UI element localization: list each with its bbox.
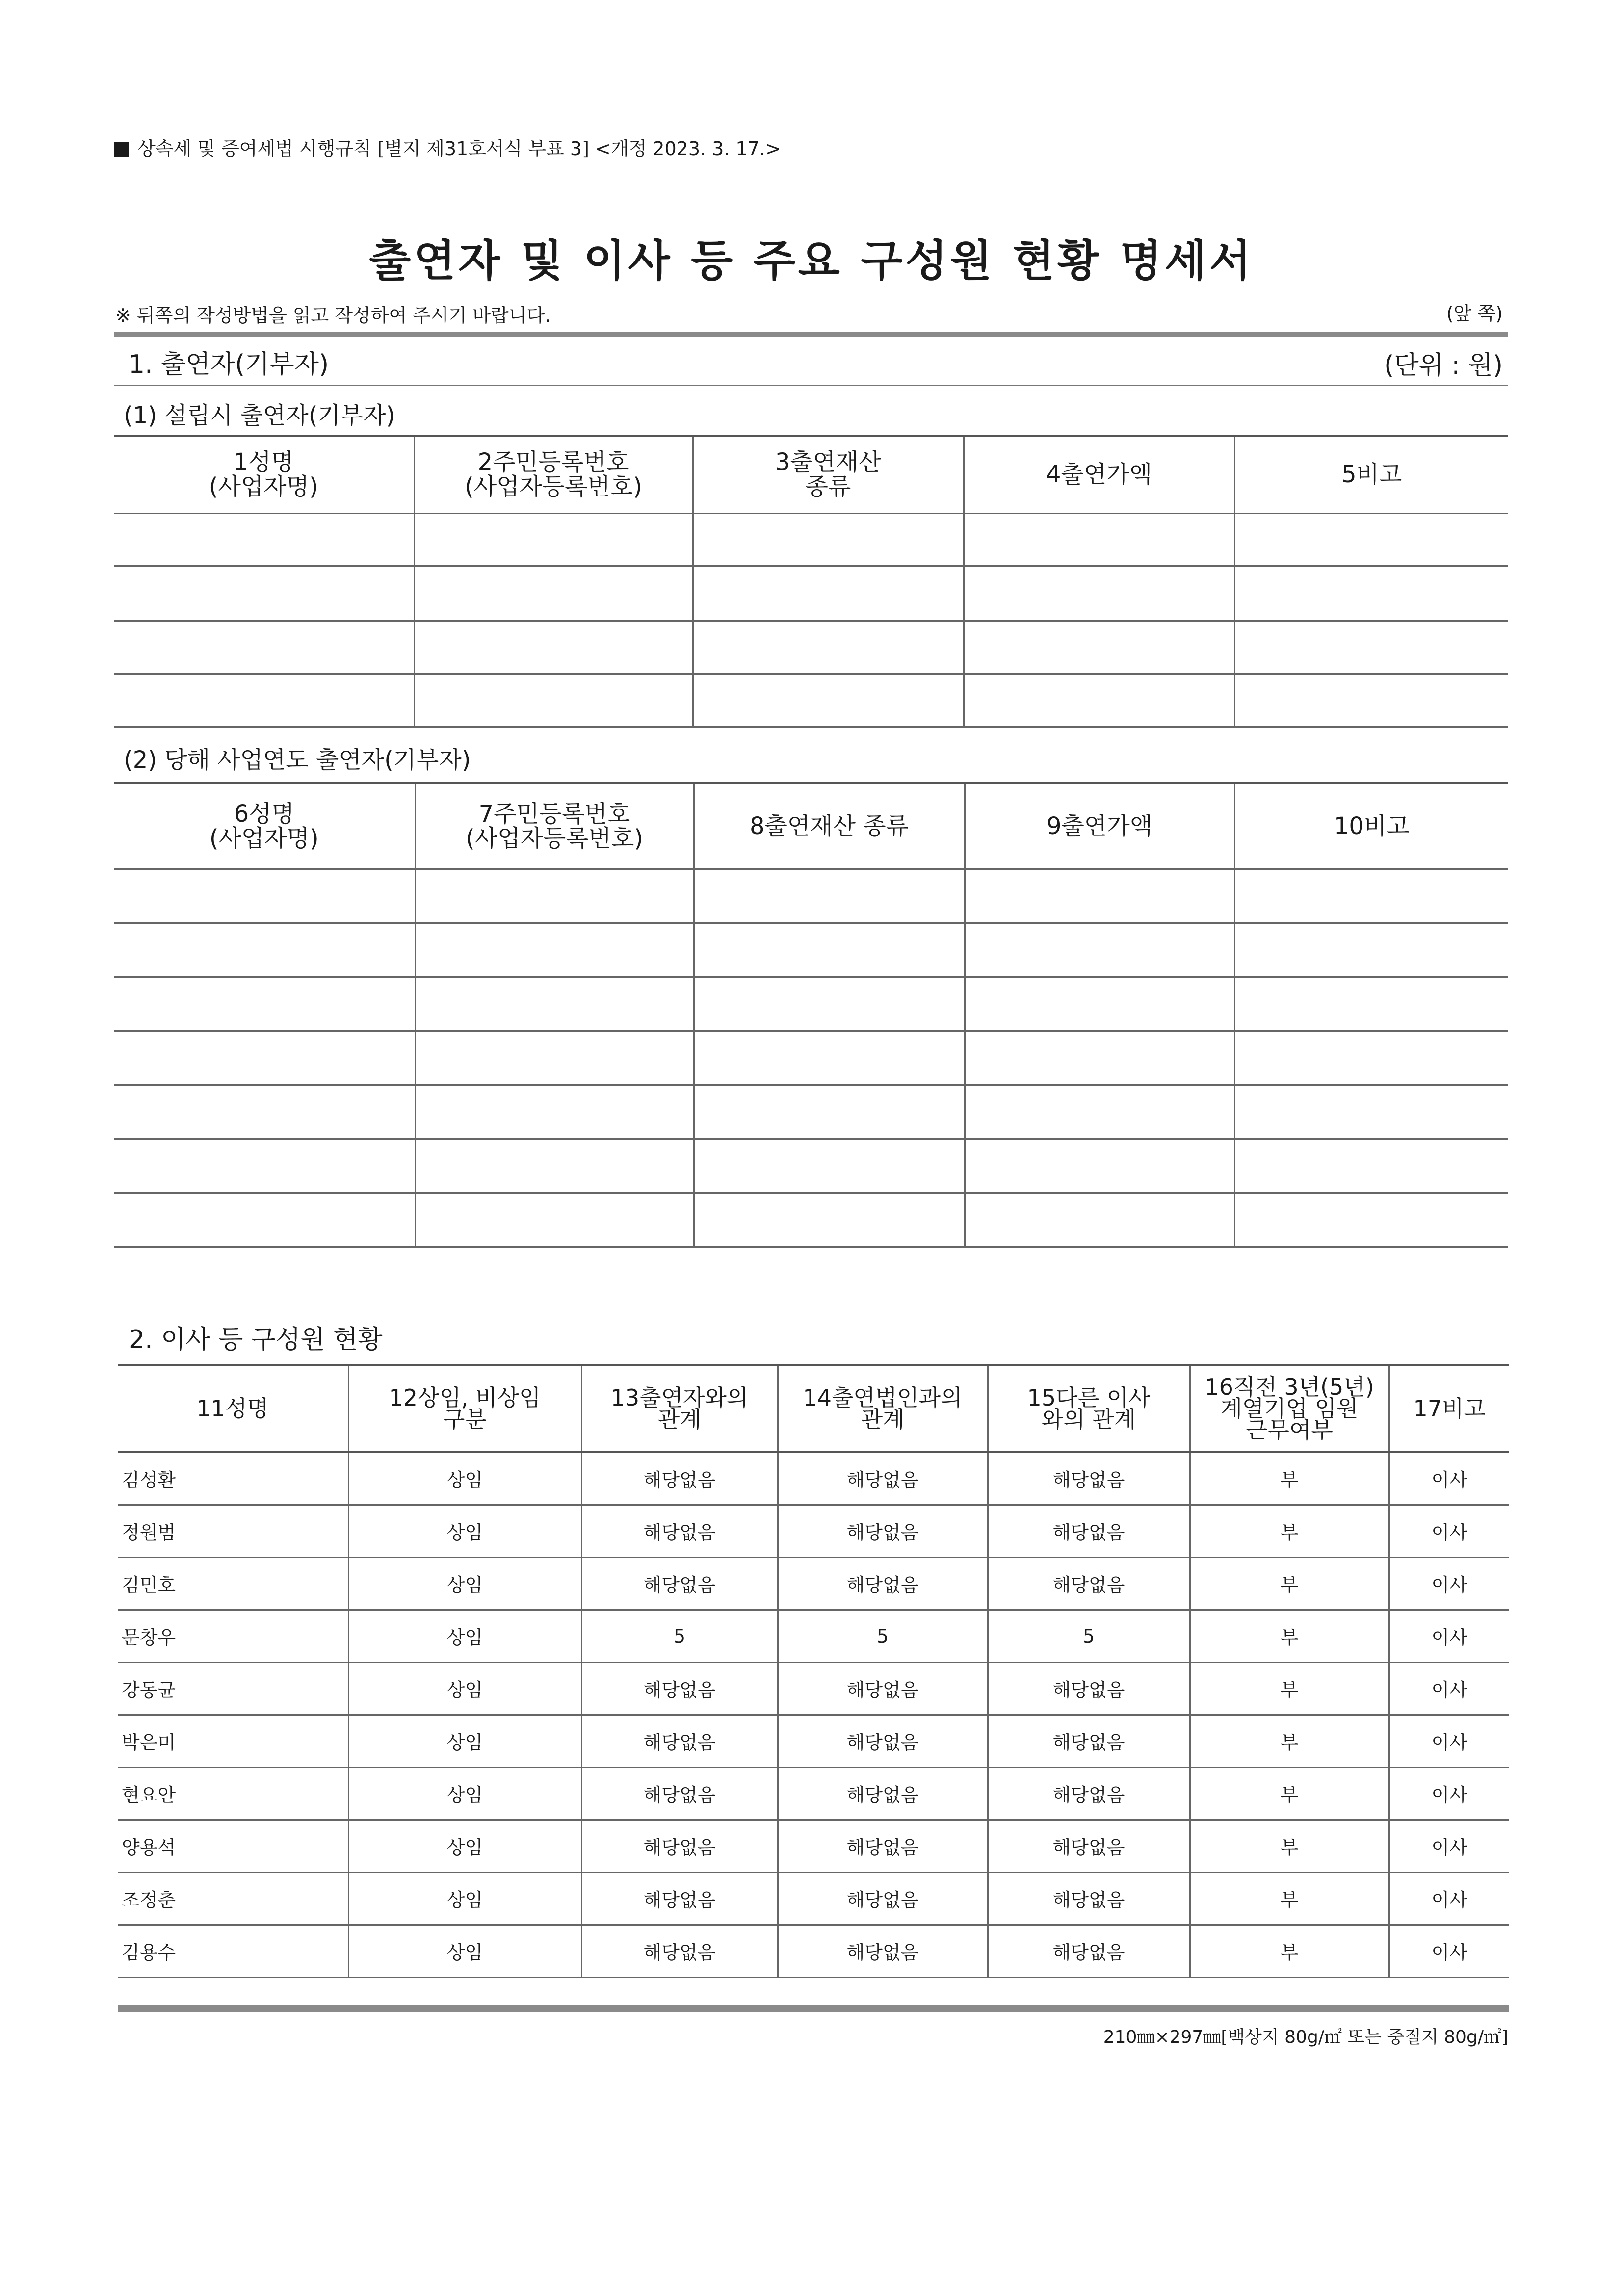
corporation-relation-cell: 해당없음 <box>778 1820 988 1872</box>
current-year-contributors-table <box>114 782 1508 1248</box>
col-id-number-header: 2주민등록번호 (사업자등록번호) <box>414 436 693 513</box>
corporation-relation-cell: 해당없음 <box>778 1662 988 1715</box>
divider-bottom <box>118 2005 1509 2012</box>
col-remarks-header: 17비고 <box>1389 1365 1509 1452</box>
members-table <box>118 1364 1509 1978</box>
col-director-relation-header: 15다른 이사 와의 관계 <box>988 1365 1190 1452</box>
remarks-cell: 이사 <box>1389 1610 1509 1662</box>
member-name-cell: 문창우 <box>118 1610 348 1662</box>
standing-type-cell: 상임 <box>348 1715 581 1767</box>
table-row <box>118 1610 1509 1662</box>
director-relation-cell: 해당없음 <box>988 1505 1190 1557</box>
table-row <box>118 1925 1509 1977</box>
square-bullet-icon <box>114 142 129 157</box>
affiliate-officer-cell: 부 <box>1190 1925 1389 1977</box>
table-row <box>118 1767 1509 1820</box>
table-row <box>114 1139 1508 1193</box>
table-row <box>114 674 1508 727</box>
form-reference <box>114 133 781 160</box>
contributor-relation-cell: 해당없음 <box>581 1662 778 1715</box>
affiliate-officer-cell: 부 <box>1190 1872 1389 1925</box>
table-row <box>118 1557 1509 1610</box>
col-name-header: 11성명 <box>118 1365 348 1452</box>
corporation-relation-cell: 해당없음 <box>778 1452 988 1505</box>
member-name-cell: 김용수 <box>118 1925 348 1977</box>
standing-type-cell: 상임 <box>348 1557 581 1610</box>
contributor-relation-cell: 해당없음 <box>581 1925 778 1977</box>
table-row <box>114 1193 1508 1247</box>
unit-label: (단위 : 원) <box>1384 351 1503 380</box>
contributor-relation-cell: 해당없음 <box>581 1820 778 1872</box>
affiliate-officer-cell: 부 <box>1190 1820 1389 1872</box>
table-row <box>114 513 1508 566</box>
affiliate-officer-cell: 부 <box>1190 1610 1389 1662</box>
remarks-cell: 이사 <box>1389 1872 1509 1925</box>
col-name-header: 1성명 (사업자명) <box>114 436 414 513</box>
remarks-cell: 이사 <box>1389 1505 1509 1557</box>
table-row <box>114 566 1508 621</box>
member-rows <box>118 1452 1509 1977</box>
director-relation-cell: 해당없음 <box>988 1557 1190 1610</box>
contributor-relation-cell: 해당없음 <box>581 1767 778 1820</box>
affiliate-officer-cell: 부 <box>1190 1662 1389 1715</box>
table-row <box>114 1085 1508 1139</box>
corporation-relation-cell: 해당없음 <box>778 1872 988 1925</box>
member-name-cell: 김민호 <box>118 1557 348 1610</box>
corporation-relation-cell: 해당없음 <box>778 1557 988 1610</box>
affiliate-officer-cell: 부 <box>1190 1557 1389 1610</box>
form-reference-text: 상속세 및 증여세법 시행규칙 [별지 제31호서식 부표 3] <개정 2023. 3. 17.> <box>137 138 781 159</box>
col-remarks-header: 10비고 <box>1234 783 1508 869</box>
standing-type-cell: 상임 <box>348 1820 581 1872</box>
member-name-cell: 정원범 <box>118 1505 348 1557</box>
col-amount-header: 9출연가액 <box>965 783 1234 869</box>
contributor-relation-cell: 5 <box>581 1610 778 1662</box>
document-title: 출연자 및 이사 등 주요 구성원 현황 명세서 <box>369 235 1254 286</box>
remarks-cell: 이사 <box>1389 1767 1509 1820</box>
affiliate-officer-cell: 부 <box>1190 1767 1389 1820</box>
standing-type-cell: 상임 <box>348 1872 581 1925</box>
director-relation-cell: 해당없음 <box>988 1662 1190 1715</box>
contributor-relation-cell: 해당없음 <box>581 1557 778 1610</box>
corporation-relation-cell: 5 <box>778 1610 988 1662</box>
table-row <box>114 869 1508 923</box>
corporation-relation-cell: 해당없음 <box>778 1925 988 1977</box>
instruction-note: ※ 뒤쪽의 작성방법을 읽고 작성하여 주시기 바랍니다. <box>115 305 551 326</box>
corporation-relation-cell: 해당없음 <box>778 1715 988 1767</box>
col-standing-header: 12상임, 비상임 구분 <box>348 1365 581 1452</box>
remarks-cell: 이사 <box>1389 1820 1509 1872</box>
standing-type-cell: 상임 <box>348 1505 581 1557</box>
table-header-row <box>114 436 1508 513</box>
contributor-relation-cell: 해당없음 <box>581 1505 778 1557</box>
director-relation-cell: 5 <box>988 1610 1190 1662</box>
col-amount-header: 4출연가액 <box>964 436 1234 513</box>
corporation-relation-cell: 해당없음 <box>778 1505 988 1557</box>
member-name-cell: 현요안 <box>118 1767 348 1820</box>
page-side-label: (앞 쪽) <box>1446 303 1503 324</box>
director-relation-cell: 해당없음 <box>988 1925 1190 1977</box>
member-name-cell: 양용석 <box>118 1820 348 1872</box>
table-row <box>114 1031 1508 1085</box>
table-header-row <box>114 783 1508 869</box>
member-name-cell: 조정춘 <box>118 1872 348 1925</box>
table-row <box>118 1662 1509 1715</box>
col-asset-type-header: 3출연재산 종류 <box>693 436 964 513</box>
divider-top <box>114 332 1508 337</box>
member-name-cell: 김성환 <box>118 1452 348 1505</box>
table-row <box>114 923 1508 977</box>
director-relation-cell: 해당없음 <box>988 1452 1190 1505</box>
member-name-cell: 박은미 <box>118 1715 348 1767</box>
table-row <box>114 621 1508 674</box>
section2-title: 2. 이사 등 구성원 현황 <box>129 1325 383 1355</box>
director-relation-cell: 해당없음 <box>988 1715 1190 1767</box>
col-id-number-header: 7주민등록번호 (사업자등록번호) <box>415 783 694 869</box>
table-row <box>118 1452 1509 1505</box>
col-asset-type-header: 8출연재산 종류 <box>694 783 965 869</box>
contributor-relation-cell: 해당없음 <box>581 1452 778 1505</box>
table-row <box>118 1872 1509 1925</box>
table-header-row <box>118 1365 1509 1452</box>
remarks-cell: 이사 <box>1389 1925 1509 1977</box>
col-corporation-relation-header: 14출연법인과의 관계 <box>778 1365 988 1452</box>
col-contributor-relation-header: 13출연자와의 관계 <box>581 1365 778 1452</box>
remarks-cell: 이사 <box>1389 1557 1509 1610</box>
paper-spec: 210㎜×297㎜[백상지 80g/㎡ 또는 중질지 80g/㎡] <box>1103 2027 1508 2047</box>
table-row <box>118 1505 1509 1557</box>
director-relation-cell: 해당없음 <box>988 1820 1190 1872</box>
remarks-cell: 이사 <box>1389 1715 1509 1767</box>
remarks-cell: 이사 <box>1389 1452 1509 1505</box>
table-row <box>114 977 1508 1031</box>
table-row <box>118 1820 1509 1872</box>
standing-type-cell: 상임 <box>348 1767 581 1820</box>
corporation-relation-cell: 해당없음 <box>778 1767 988 1820</box>
subsection2-title: (2) 당해 사업연도 출연자(기부자) <box>124 746 471 774</box>
standing-type-cell: 상임 <box>348 1925 581 1977</box>
contributor-relation-cell: 해당없음 <box>581 1715 778 1767</box>
director-relation-cell: 해당없음 <box>988 1767 1190 1820</box>
col-name-header: 6성명 (사업자명) <box>114 783 415 869</box>
director-relation-cell: 해당없음 <box>988 1872 1190 1925</box>
section1-divider <box>114 385 1508 386</box>
affiliate-officer-cell: 부 <box>1190 1505 1389 1557</box>
col-affiliate-officer-header: 16직전 3년(5년) 계열기업 임원 근무여부 <box>1190 1365 1389 1452</box>
table-row <box>118 1715 1509 1767</box>
contributor-relation-cell: 해당없음 <box>581 1872 778 1925</box>
founding-contributors-table <box>114 435 1508 728</box>
col-remarks-header: 5비고 <box>1234 436 1508 513</box>
standing-type-cell: 상임 <box>348 1452 581 1505</box>
remarks-cell: 이사 <box>1389 1662 1509 1715</box>
standing-type-cell: 상임 <box>348 1662 581 1715</box>
member-name-cell: 강동균 <box>118 1662 348 1715</box>
affiliate-officer-cell: 부 <box>1190 1715 1389 1767</box>
affiliate-officer-cell: 부 <box>1190 1452 1389 1505</box>
section1-title: 1. 출연자(기부자) <box>129 350 329 379</box>
standing-type-cell: 상임 <box>348 1610 581 1662</box>
subsection1-title: (1) 설립시 출연자(기부자) <box>124 402 395 429</box>
